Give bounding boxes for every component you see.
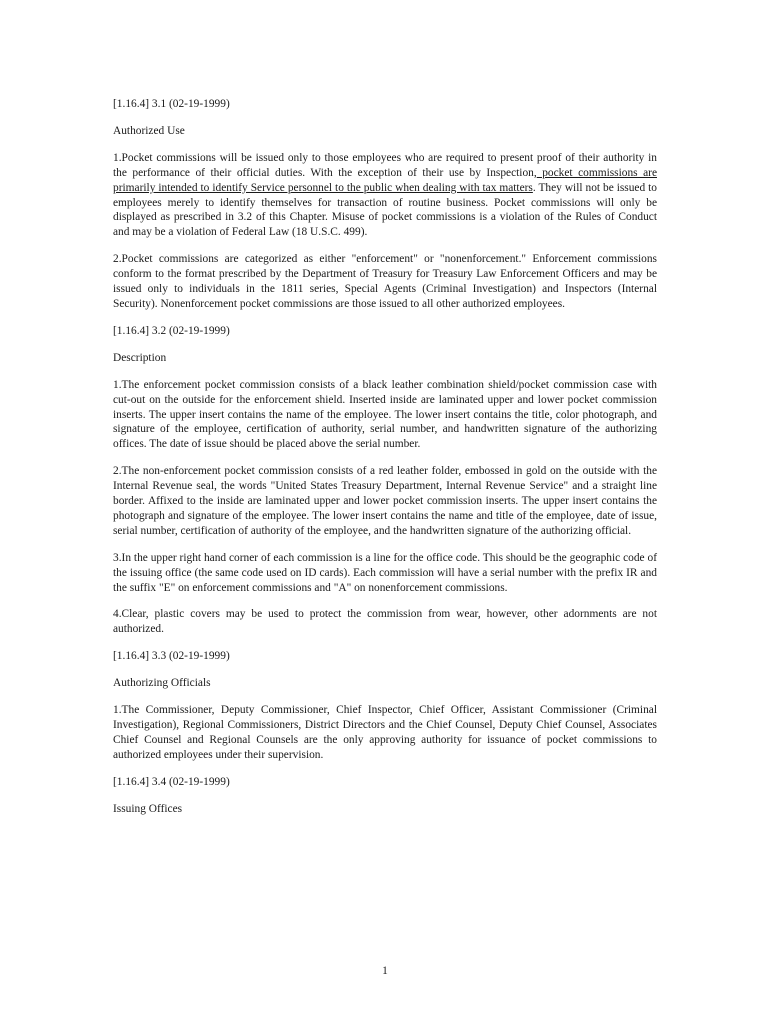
paragraph — [113, 151, 657, 240]
section-title: Description — [113, 351, 167, 364]
paragraph: 3.In the upper right hand corner of each commission is a line for the office code. This should be the geographic code of the issuing office (the same code used on ID cards). Each commission will have a serial number with the prefix IR and the suffix "E" on enforcement commissions and "A" on nonenforcement commissions. — [113, 551, 657, 594]
section-ref: [1.16.4] 3.4 (02-19-1999) — [113, 775, 230, 788]
paragraph: 2.Pocket commissions are categorized as either "enforcement" or "nonenforcement." Enforcement commissions conform to the format prescribed by the Department of Treasury for Treasury Law Enforcement Officers and may be issued only to individuals in the 1811 series, Special Agents (Criminal Investigation) and Inspectors (Internal Security). Nonenforcement pocket commissions are those issued to all other authorized employees. — [113, 253, 657, 310]
page-number: 1 — [382, 965, 388, 977]
paragraph-text: 1.Pocket commissions will be issued only to those employees who are required to present proof of their authority in the performance of their official duties. With the exception of their use by Inspection, — [113, 151, 657, 179]
underlined-text: pocket commissions are primarily intended to identify Service personnel to the public when dealing with tax matters — [113, 166, 657, 194]
section-title: Issuing Offices — [113, 802, 183, 815]
section-ref: [1.16.4] 3.1 (02-19-1999) — [113, 98, 230, 110]
section-title: Authorized Use — [113, 124, 185, 137]
section-ref: [1.16.4] 3.2 (02-19-1999) — [113, 324, 230, 337]
paragraph-text: . They will not be issued to employees merely to identify themselves for transaction of routine business. Pocket commissions will only be displayed as prescribed in 3.2 of this Chapter. Misuse of pocket commissions is a violation of the Rules of Conduct and may be a violation of Federal Law (18 U.S.C. 499). — [113, 181, 658, 239]
section-title: Authorizing Officials — [113, 677, 211, 690]
paragraph: 1.The enforcement pocket commission consists of a black leather combination shield/pocket commission case with cut-out on the outside for the enforcement shield. Inserted inside are laminated upper and lower pocket commission inserts. The upper insert contains the name of the employee. The lower insert contains the title, color photograph, and signature of the employee, certification of authority, serial number, and handwritten signature of the authorizing offices. The date of issue should be placed above the serial number. — [113, 378, 657, 451]
document-body — [113, 97, 657, 829]
section-ref: [1.16.4] 3.3 (02-19-1999) — [113, 650, 230, 663]
paragraph: 4.Clear, plastic covers may be used to protect the commission from wear, however, other adornments are not authorized. — [113, 608, 657, 636]
paragraph: 2.The non-enforcement pocket commission consists of a red leather folder, embossed in gold on the outside with the Internal Revenue seal, the words "United States Treasury Department, Internal Revenue Service" and a straight line border. Affixed to the inside are laminated upper and lower pocket commission inserts. The upper insert contains the photograph and signature of the employee. The lower insert contains the name and title of the employee, date of issue, serial number, certification of authority of the employee, and the handwritten signature of the authorizing official. — [113, 465, 657, 537]
paragraph: 1.The Commissioner, Deputy Commissioner, Chief Inspector, Chief Officer, Assistant Commissioner (Criminal Investigation), Regional Commissioners, District Directors and the Chief Counsel, Deputy Chief Counsel, Associates Chief Counsel and Regional Counsels are the only approving authority for issuance of pocket commissions to authorized employees under their supervision. — [113, 704, 657, 761]
